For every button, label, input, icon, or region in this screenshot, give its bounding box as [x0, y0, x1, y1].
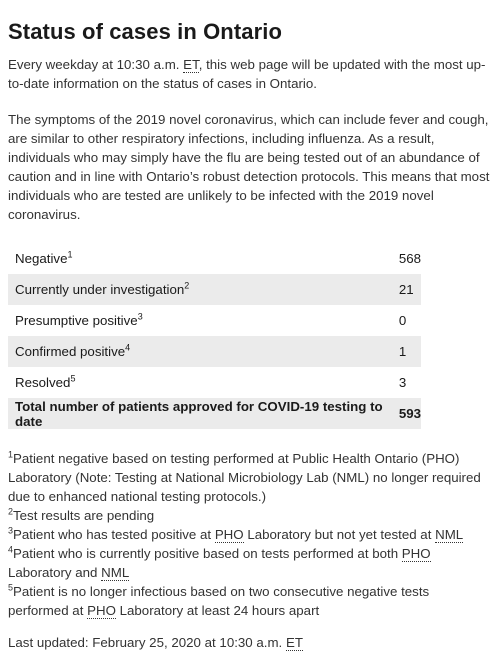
row-value: 0: [398, 313, 407, 328]
row-label: Resolved$^5$: [15, 373, 76, 390]
row-value: 1: [399, 336, 421, 367]
nml-abbr[interactable]: NML: [101, 565, 130, 580]
footnote-3: $^3$Patient who has tested positive at PHO Laboratory but not yet tested at NML: [8, 525, 464, 542]
footnote-ref: 2: [184, 280, 190, 291]
intro-text-end: , this web page will be updated with the most up-to-date information on the status of cases in Ontario.: [8, 57, 486, 91]
footnotes: [8, 449, 492, 620]
total-value: 593: [399, 398, 421, 429]
row-value: 21: [399, 274, 421, 305]
table-row-resolved: [8, 367, 421, 398]
footnote-ref: 1: [67, 249, 73, 260]
footnote-ref: 3: [137, 311, 143, 322]
pho-abbr[interactable]: PHO: [401, 546, 431, 561]
table-row-under-investigation: [8, 274, 421, 305]
pho-abbr[interactable]: PHO: [87, 603, 116, 618]
intro-paragraph: [8, 55, 492, 93]
row-label: Presumptive positive$^3$: [15, 311, 143, 328]
footnote-number: 5: [8, 582, 14, 593]
row-label: Confirmed positive$^4$: [8, 336, 399, 367]
footnote-text: Patient negative based on testing performed at Public Health Ontario (PHO) Laboratory (Note: Testing at National Microbiology Lab (NML) no longer required due to enhanced national testing protocols.): [8, 451, 481, 504]
footnote-5: $^5$Patient is no longer infectious based on two consecutive negative tests performed at PHO Laboratory at least 24 hours apart: [8, 582, 430, 618]
footnote-1: [8, 449, 492, 506]
last-updated: Last updated: February 25, 2020 at 10:30 a.m. ET: [8, 635, 303, 650]
footnote-4: $^4$Patient who is currently positive based on tests performed at both PHO Laboratory and NML: [8, 544, 431, 580]
row-label: Currently under investigation$^2$: [8, 274, 399, 305]
footnote-2: [8, 506, 492, 525]
table-row-negative: [8, 243, 421, 274]
footnote-number: 3: [8, 525, 14, 536]
row-value: 568: [398, 251, 421, 266]
table-row-total: [8, 398, 421, 429]
footnote-ref: 5: [70, 373, 76, 384]
cases-table: [8, 243, 421, 429]
et-abbr[interactable]: ET: [183, 57, 199, 72]
footnote-text: Test results are pending: [13, 508, 155, 523]
footnote-number: 2: [8, 506, 14, 517]
nml-abbr[interactable]: NML: [435, 527, 464, 542]
footnote-number: 1: [8, 449, 14, 460]
table-row-presumptive-positive: [8, 305, 421, 336]
row-label: Negative$^1$: [15, 249, 73, 266]
page-title: Status of cases in Ontario: [8, 19, 283, 44]
footnote-number: 4: [8, 544, 14, 555]
table-row-confirmed-positive: [8, 336, 421, 367]
footnote-ref: 4: [125, 342, 131, 353]
symptoms-paragraph: The symptoms of the 2019 novel coronavirus, which can include fever and cough, are similar to other respiratory infections, including influenza. As a result, individuals who may simply have the flu are being tested out of an abundance of caution and in line with Ontario’s robust detection protocols. This means that most individuals who are tested are unlikely to be infected with the 2019 novel coronavirus.: [8, 112, 490, 222]
intro-text-start: Every weekday at 10:30 a.m.: [8, 57, 184, 72]
et-abbr[interactable]: ET: [285, 635, 303, 650]
pho-abbr[interactable]: PHO: [214, 527, 244, 542]
total-label: Total number of patients approved for COVID-19 testing to date: [8, 398, 399, 429]
row-value: 3: [398, 375, 407, 390]
